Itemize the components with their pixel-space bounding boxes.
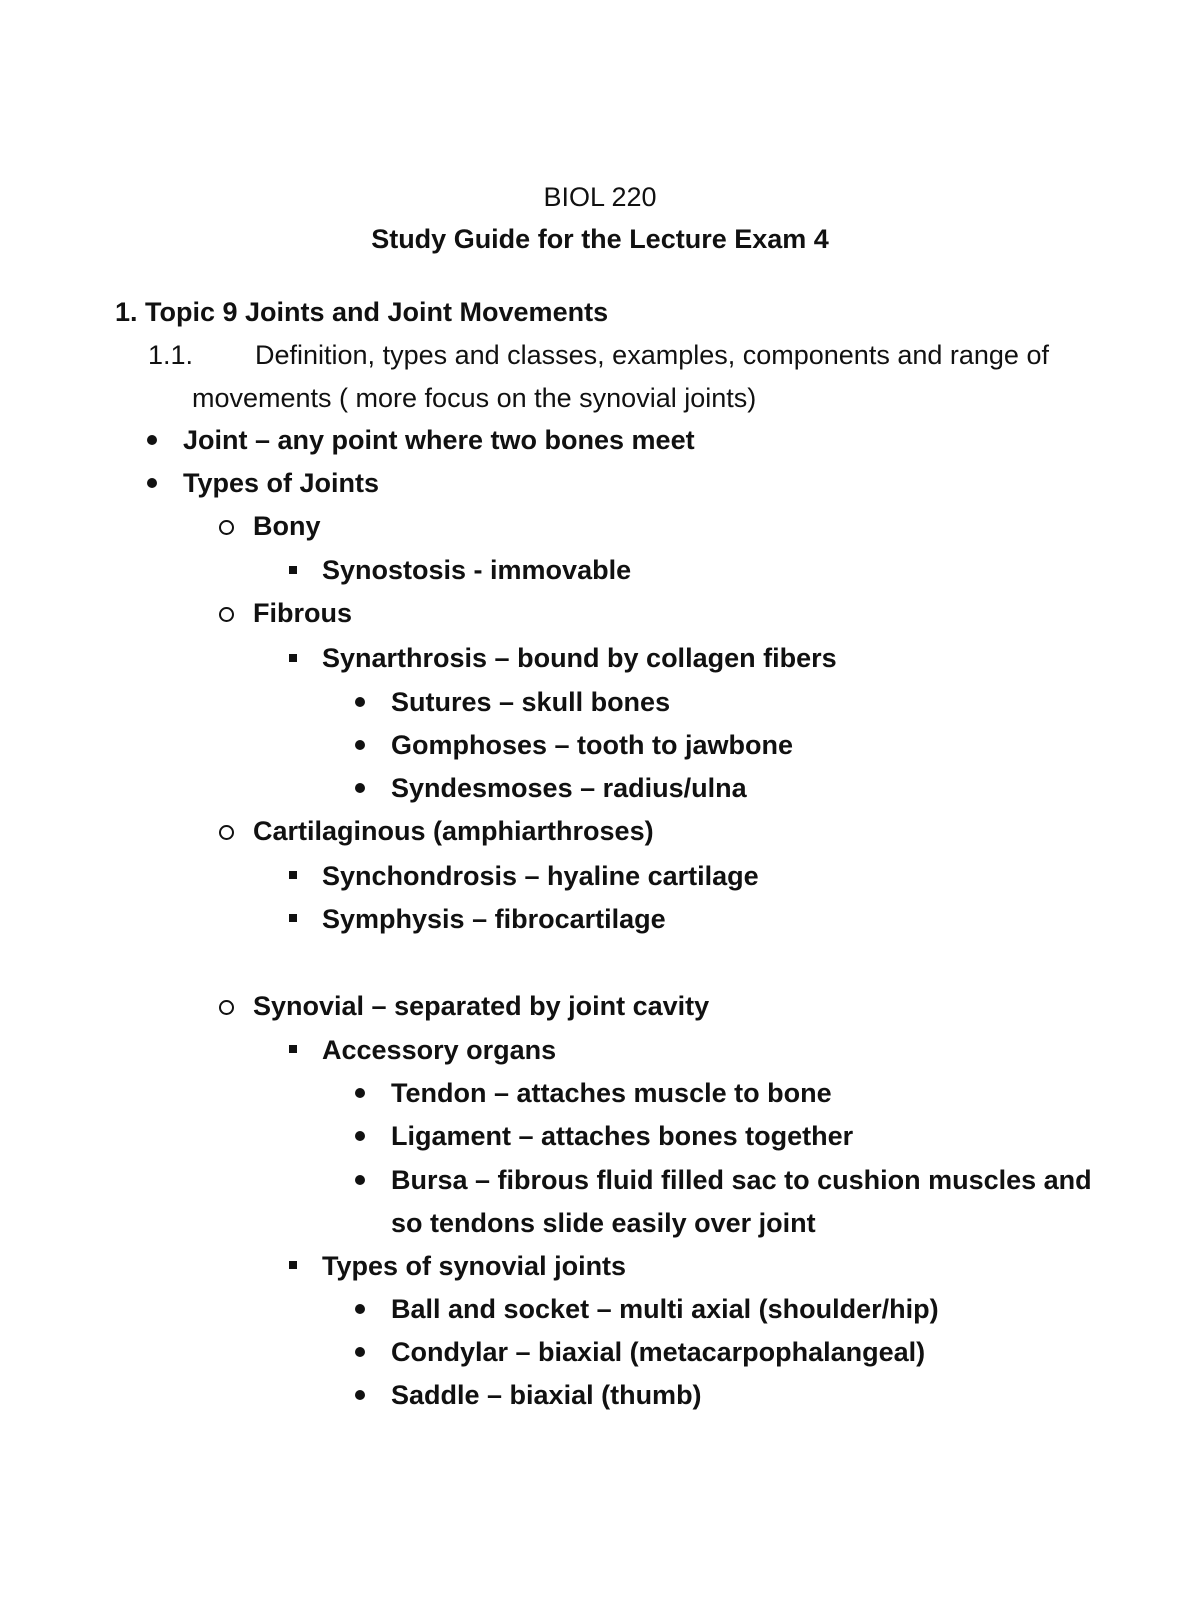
document-title: Study Guide for the Lecture Exam 4 bbox=[371, 224, 829, 254]
section-heading: 1. Topic 9 Joints and Joint Movements bbox=[115, 297, 609, 327]
bullet-icon bbox=[355, 783, 365, 793]
circle-bullet-icon bbox=[219, 607, 234, 622]
subsection-text: Definition, types and classes, examples, components and range of bbox=[255, 340, 1049, 370]
list-item: Accessory organs bbox=[322, 1035, 557, 1065]
square-bullet-icon bbox=[289, 1045, 297, 1053]
list-item-continuation: so tendons slide easily over joint bbox=[391, 1208, 816, 1238]
list-item: Synarthrosis – bound by collagen fibers bbox=[322, 643, 837, 673]
bullet-icon bbox=[355, 1390, 365, 1400]
square-bullet-icon bbox=[289, 914, 297, 922]
subsection-text-cont: movements ( more focus on the synovial joints) bbox=[192, 383, 757, 413]
square-bullet-icon bbox=[289, 654, 297, 662]
circle-bullet-icon bbox=[219, 520, 234, 535]
list-item: Gomphoses – tooth to jawbone bbox=[391, 730, 794, 760]
list-item: Condylar – biaxial (metacarpophalangeal) bbox=[391, 1337, 926, 1367]
list-item: Types of synovial joints bbox=[322, 1251, 627, 1281]
bullet-icon bbox=[147, 478, 157, 488]
bullet-icon bbox=[355, 1175, 365, 1185]
square-bullet-icon bbox=[289, 566, 297, 574]
list-item: Saddle – biaxial (thumb) bbox=[391, 1380, 702, 1410]
course-code: BIOL 220 bbox=[543, 182, 657, 212]
square-bullet-icon bbox=[289, 871, 297, 879]
list-item: Synchondrosis – hyaline cartilage bbox=[322, 861, 759, 891]
list-item: Syndesmoses – radius/ulna bbox=[391, 773, 747, 803]
list-item: Joint – any point where two bones meet bbox=[183, 425, 695, 455]
bullet-icon bbox=[355, 740, 365, 750]
list-item: Ligament – attaches bones together bbox=[391, 1121, 854, 1151]
square-bullet-icon bbox=[289, 1261, 297, 1269]
bullet-icon bbox=[355, 1131, 365, 1141]
circle-bullet-icon bbox=[219, 1000, 234, 1015]
bullet-icon bbox=[355, 697, 365, 707]
list-item: Tendon – attaches muscle to bone bbox=[391, 1078, 832, 1108]
bullet-icon bbox=[355, 1304, 365, 1314]
list-item: Types of Joints bbox=[183, 468, 380, 498]
list-item: Bursa – fibrous fluid filled sac to cushion muscles and bbox=[391, 1165, 1092, 1195]
list-item: Synostosis - immovable bbox=[322, 555, 632, 585]
list-item: Bony bbox=[253, 511, 321, 541]
list-item: Symphysis – fibrocartilage bbox=[322, 904, 666, 934]
list-item: Sutures – skull bones bbox=[391, 687, 671, 717]
list-item: Cartilaginous (amphiarthroses) bbox=[253, 816, 654, 846]
list-item: Fibrous bbox=[253, 598, 352, 628]
bullet-icon bbox=[147, 435, 157, 445]
list-item: Synovial – separated by joint cavity bbox=[253, 991, 710, 1021]
circle-bullet-icon bbox=[219, 825, 234, 840]
bullet-icon bbox=[355, 1347, 365, 1357]
subsection-number: 1.1. bbox=[148, 340, 194, 370]
bullet-icon bbox=[355, 1088, 365, 1098]
list-item: Ball and socket – multi axial (shoulder/hip) bbox=[391, 1294, 939, 1324]
